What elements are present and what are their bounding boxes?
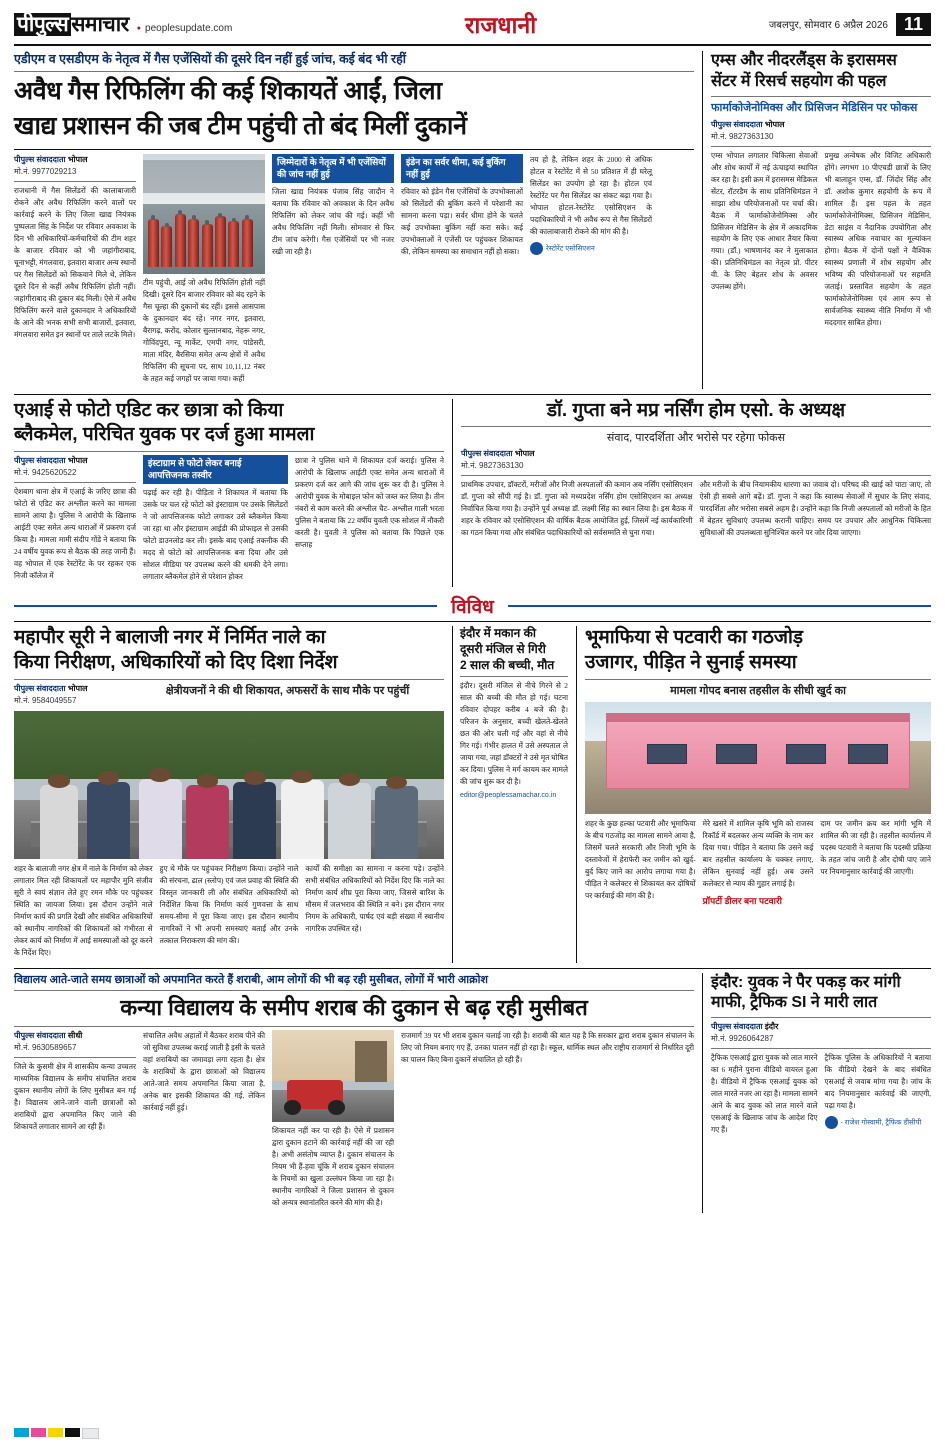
dateline: जबलपुर, सोमवार 6 अप्रैल 2026 bbox=[768, 20, 888, 31]
website-url[interactable]: ● peoplesupdate.com bbox=[137, 23, 233, 34]
officer-avatar-icon bbox=[825, 1116, 838, 1129]
aiims-byline bbox=[711, 119, 931, 143]
school-body-3: शिकायत नहीं कर पा रही है। ऐसे में प्रशासन द्वारा दुकान हटाने की कार्रवाई नहीं की जा रही है। अभी असंतोष व्याप्त है। दुकान संचालन के नियम भी हैं-हवा चूंकि में शराब दुकान संचालन के नियमों का खुला उल्लंघन किया जा रहा है। स्थानीय नागरिकों ने जिला प्रशासन से दुकान को अन्यत्र स्थानांतरित करने की मांग की है। bbox=[272, 1126, 394, 1207]
school-body-2: संचालित अवैध अहातों में बैठकर शराब पीने की जो सुविधा उपलब्ध कराई जाती है इसी के चलते वहां शराबियों का जमावड़ा लगा रहता है। क्षेत्र के शराबियों के द्वारा छात्राओं को विद्यालय आते-जाते समय अपमानित किया जाता है, अनेक बार इसकी शिकायत की गई, लेकिन कार्रवाई नहीं हुई। bbox=[143, 1031, 265, 1112]
aiims-byline-name: पीपुल्स संवाददाता bbox=[711, 119, 763, 129]
gupta-body-2: और मरीजों के बीच नियामकीय धारणा का जवाब दो। परिषद की खाई को पाटा जाए, तो ऐसी ही सबसे आगे बढ़ें। डॉ. गुप्ता ने कहा कि स्वास्थ्य सेवाओं में सुधार के लिए संवाद, पारदर्शिता और भरोसा सबसे अहम है। उन्होंने कहा कि निजी अस्पतालों को मरीजों के हित में बेहतर सुविधाएं उपलब्ध करानी चाहिए। समय पर उपचार और आधुनिक चिकित्सा सुविधाओं की उपलब्धता सुनिश्चित करने पर जोर दिया जाएगा। bbox=[699, 480, 931, 538]
mayor-headline-2: किया निरीक्षण, अधिकारियों को दिए दिशा निर्देश bbox=[14, 652, 338, 674]
mayor-body-3: कार्यों की समीक्षा का सामना न करना पड़े। उन्होंने सभी संबंधित अधिकारियों को निर्देश दिए कि नाले का निर्माण कार्य शीघ्र पूरा किया जाए, जिससे बारिश के मौसम में जलभराव की स्थिति न बने। इस दौरान नगर निगम के अधिकारी, पार्षद एवं बड़ी संख्या में स्थानीय नागरिक उपस्थित रहे। bbox=[305, 863, 445, 933]
masthead-left bbox=[14, 10, 232, 38]
byline-location: भोपाल bbox=[67, 154, 88, 164]
school-byline bbox=[14, 1030, 136, 1054]
indore-headline-1: इंदौर में मकान की bbox=[460, 626, 536, 641]
logo-sub: समाचार bbox=[71, 13, 129, 36]
aiims-subhead: फार्माकोजेनोमिक्स और प्रिसिजन मेडिसिन पर फोकस bbox=[711, 101, 918, 114]
lead-body-5: तय हो है, लेकिन शहर के 2000 से अधिक होटल व रेस्टोरेंट में से 50 प्रतिशत में ही घरेलू सिलेंडर का उपयोग हो रहा है। होटल एवं रेस्टोरेंट पर गैस सिलेंडर का संकट बढ़ा गया है। भोपाल होटल-रेस्टोरेंट एसोसिएशन के पदाधिकारियों ने भी अवैध रूप से गैस सिलेंडरों की कालाबाजारी रोकने की मांग की है। bbox=[530, 154, 652, 236]
ai-body-2: पढ़ाई कर रही है। पीड़िता ने शिकायत में बताया कि उसके पर चल रहे फोटो को इंस्टाग्राम पर उसके सिलेंडरों ने जो आपत्तिजनक फोटो लगाकर उसे ब्लैकमेल किया जा रहा था और इंस्टाग्राम आईडी की प्रोफाइल से उसकी फोटो डाउनलोड कर ली। इसके बाद एआई तकनीक की मदद से फोटो को आपत्तिजनक बना दिया और उसे सोशल मीडिया पर उपलब्ध करने की धमकी देने लगा। लगातार ब्लैकमेल होने से परेशान होकर bbox=[143, 488, 288, 582]
ai-byline-name: पीपुल्स संवाददाता bbox=[14, 456, 66, 466]
gupta-body-1: प्राथमिक उपचार, डॉक्टरों, मरीजों और निजी अस्पतालों की कमान अब नर्सिंग एसोसिएशन डॉ. गुप्ता को सौंपी गई है। डॉ. गुप्ता को मध्यप्रदेश नर्सिंग होम एसोसिएशन का अध्यक्ष निर्वाचित किया गया है। उन्होंने पूर्व अध्यक्ष डॉ. लक्ष्मी सिंह का स्थान लिया है। इस बैठक में शहर के रविवार को एसोसिएशन की वार्षिक बैठक आयोजित हुई, जिसमें नई कार्यकारिणी का गठन किया गया और संबंधित पदाधिकारियों को सर्वसम्मति से चुना गया। bbox=[461, 480, 693, 538]
school-body-1: जिले के कुसमी क्षेत्र में शासकीय कन्या उच्चतर माध्यमिक विद्यालय के समीप संचालित शराब दुकान स्थानीय लोगों के लिए मुसीबत बन गई है। विद्यालय आने-जाने वाली छात्राओं को शराबियों द्वारा अपमानित किए जाने की शिकायतें लगातार सामने आ रही हैं। bbox=[14, 1062, 136, 1131]
publication-logo bbox=[14, 10, 129, 38]
mayor-caption: क्षेत्रीयजनों ने की थी शिकायत, अफसरों के साथ मौके पर पहुंचीं bbox=[165, 684, 410, 697]
school-headline: कन्या विद्यालय के समीप शराब की दुकान से बढ़ रही मुसीबत bbox=[120, 995, 588, 1021]
sub-headline-server: इंडेन का सर्वर धीमा, कई बुकिंग नहीं हुई bbox=[401, 154, 523, 183]
mayor-byline bbox=[14, 683, 124, 707]
si-headline-2: माफी, ट्रैफिक SI ने मारी लात bbox=[711, 994, 878, 1012]
lead-body-3: जिला खाद्य नियंत्रक पंजाब सिंह जादौन ने बताया कि रविवार को अवकाश के दिन अवैध रिफिलिंग को लेकर जांच की गई। कहीं भी अवैध रिफिलिंग नहीं मिली। सोमवार से फिर टीम जांच करेगी। गैस एजेंसियों पर भी नजर रखी जा रही है। bbox=[272, 187, 394, 257]
mayor-headline-1: महापौर सूरी ने बालाजी नगर में निर्मित नाले का bbox=[14, 627, 326, 649]
byline-mobile: मो.नं. 9977029213 bbox=[14, 166, 77, 176]
mayor-story bbox=[14, 626, 444, 962]
si-body-2: ट्रैफिक पुलिस के अधिकारियों ने बताया कि वीडियो देखने के बाद संबंधित एसआई से जवाब मांगा गया है। जांच के बाद नियमानुसार कार्रवाई की जाएगी, पढ़ा गया है। bbox=[824, 1053, 931, 1111]
ai-byline-mobile: मो.नं. 9425620522 bbox=[14, 468, 77, 478]
aiims-body-2: प्रमुख अन्वेषक और विजिट अधिकारी होंगे। लगभग 10 पीएचडी छात्रों के लिए भी बालाहून एम्स, डॉ. जिंदोर सिंह और डॉ. अशोक कुमार सहयोगी के रूप में शामिल हैं। इस पहल के तहत फार्माकोजेनोमिक्स, प्रिसिजन मेडिसिन, डेटा साइंस व नैदानिक उपयोगिता और स्वास्थ्य अधिक नवाचार का मूल्यांकन होगा। बैठक में दोनों पक्षों ने वैश्विक स्वास्थ्य प्रणाली में शोध सहयोग और भविष्य की परियोजनाओं पर सहमति जताई। प्रस्तावित सहयोग के तहत फार्माकोजेनोमिक्स एवं आम रूप से सार्वजनिक स्वास्थ्य नीति निर्माण में भी मददगार साबित होगा। bbox=[824, 150, 931, 328]
second-band bbox=[14, 399, 931, 588]
school-kicker: विद्यालय आते-जाते समय छात्राओं को अपमानित करते हैं शराबी, आम लोगों की भी बढ़ रही मुसीबत, लोगों में भारी आक्रोश bbox=[14, 973, 488, 986]
mayor-body-1: शहर के बालाजी नगर क्षेत्र में नाले के निर्माण को लेकर लगातार मिल रही शिकायतों पर महापौर मुनि संजीव सूरी ने स्वयं संज्ञान लेते हुए रमन मौके पर पहुंचकर स्थिति का जायजा लिया। इस दौरान उन्होंने नाले निर्माण कार्य की प्रगति देखी और संबंधित अधिकारियों को स्थानीय नागरिकों की शिकायतों को गंभीरता से लेकर कार्य को निर्माण में आई समस्याओं को दूर करने के निर्देश दिए। bbox=[14, 863, 153, 957]
liquor-shop-photo bbox=[272, 1030, 394, 1122]
school-body-4: राजमार्ग 39 पर भी शराब दुकान चलाई जा रही है। शराबी की बात यह है कि सरकार द्वारा शराब दुकान संचालन के लिए जो नियम बनाए गए हैं, उनका पालन नहीं हो रहा है। स्कूल, धार्मिक स्थल और राष्ट्रीय राजमार्ग से निर्धारित दूरी का पालन किए बिना दुकानें संचालित हो रही हैं। bbox=[401, 1031, 694, 1065]
lead-columns bbox=[14, 154, 694, 389]
ai-columns bbox=[14, 455, 444, 587]
aiims-body-1: एम्स भोपाल लगातार चिकित्सा सेवाओं और शोध कार्यों में नई ऊंचाइयां स्थापित कर रहा है। इसी क्रम में इरासमस मेडिकल सेंटर, रॉटरडैम के साथ प्रतिनिधिमंडल ने साझा शोध परियोजनाओं पर चर्चा की। बैठक में फार्माकोजेनोमिक्स और प्रिसिजन मेडिसिन के क्षेत्र में अकादमिक सहयोग के लिए एक आधार तैयार किया गया। (डॉ.) भाषणानंद कर ने मुलाकात की। प्रतिनिधिमंडल का नेतृत्व प्रो. पीटर वी. के लिए बेहतर शोध के अवसर उपलब्ध होंगे। bbox=[711, 150, 818, 292]
bhumafia-body-3: दाम पर जमीन क्रय कर मांगी भूमि में शामिल की जा रही है। तहसील कार्यालय में पदस्थ पटवारी ने बताया कि पदस्थी प्रक्रिया के तहत जांच जारी है और दोषी पाए जाने पर नियमानुसार कार्रवाई की जाएगी। bbox=[820, 818, 932, 876]
page-number: 11 bbox=[896, 13, 931, 36]
lead-col-2 bbox=[143, 154, 265, 389]
school-columns bbox=[14, 1030, 694, 1213]
ai-blackmail-story bbox=[14, 399, 444, 588]
sub-headline-inspection: जिम्मेदारों के नेतृत्व में भी एजेंसियों की जांच नहीं हुई bbox=[272, 154, 394, 183]
si-byline-location: इंदौर bbox=[764, 1022, 779, 1032]
bhumafia-subhead: मामला गोपद बनास तहसील के सीधी खुर्द का bbox=[670, 684, 846, 697]
ai-byline bbox=[14, 455, 136, 479]
si-headline-1: इंदौर: युवक ने पैर पकड़ कर मांगी bbox=[711, 973, 901, 991]
aiims-headline-2: सेंटर में रिसर्च सहयोग की पहल bbox=[711, 72, 887, 90]
lead-body-1: राजधानी में गैस सिलेंडरों की कालाबाजारी रोकने और अवैध रिफिलिंग करने वालों पर कार्रवाई करने के लिए जिला खाद्य नियंत्रक पुष्पलता सिंह के निर्देश पर रविवार अवकाश के दिन भी अधिकारियों-कर्मचारियों की टीम शहर के बाजार रविवार को भी जहांगीराबाद, चूनाभट्टी, मंगलवारा, इतवारा बाजार अन्य स्थानों पर गैस सिलेंडरों को सिकवाने मिले थे, लेकिन दूसरे दिन से कहीं अवैध रिफिलिंग होती नहीं। जहांगीराबाद की दुकान बंद मिली। ऐसे में अवैध रिफिलिंग करने वाले दुकानदार ने अधिकारियों के आने की भनक सभी सभी बाजारों, इतवारा, मंगलवारा समेत इन स्थानों पर ताले लटके मिले। bbox=[14, 185, 136, 339]
lead-headline-1: अवैध गैस रिफिलिंग की कई शिकायतें आईं, जिला bbox=[14, 76, 442, 105]
bhumafia-body-1: शहर के कुछ हल्का पटवारी और भूमाफिया के बीच गठजोड़ का मामला सामने आया है, जिसमें चलते सरकारी और निजी भूमि के दस्तावेजों में हेराफेरी कर जमीन को खुर्द-बुर्द किए जाने का आरोप लगाया गया है। पीड़ित ने कलेक्टर से शिकायत कर दोषियों पर कार्रवाई की मांग की है। bbox=[585, 818, 696, 900]
section-title: राजधानी bbox=[464, 12, 537, 38]
school-byline-location: सीधी bbox=[67, 1031, 83, 1041]
bhumafia-headline-2: उजागर, पीड़ित ने सुनाई समस्या bbox=[585, 652, 797, 674]
patwari-office-photo bbox=[585, 702, 931, 814]
lead-credit: रेस्टोरेंट एसोसिएशन bbox=[530, 242, 652, 255]
lead-section bbox=[14, 51, 931, 389]
bottom-band bbox=[14, 973, 931, 1213]
mayor-byline-mobile: मो.नं. 9584049557 bbox=[14, 695, 77, 705]
si-byline-name: पीपुल्स संवाददाता bbox=[711, 1022, 763, 1032]
mayor-body-2: हुए थे मौके पर पहुंचकर निरीक्षण किया। उन्होंने नाले की संरचना, ढाल (स्लोप) एवं जल प्रवाह की स्थिति की विस्तृत जानकारी ली और संबंधित अधिकारियों को निर्देशित किया कि निर्माण कार्य गुणवत्ता के साथ समय-सीमा में पूरा किया जाए। इस दौरान स्थानीय नागरिकों ने भी अपनी समस्याएं बताईं और उनके तत्काल निराकरण की मांग की। bbox=[159, 863, 299, 945]
mayor-columns bbox=[14, 863, 444, 963]
lead-body-2: टीम पहुंची, आई जो अवैध रिफिलिंग होती नहीं दिखी। दूसरे दिन बाजार रविवार को बंद रहने के गैस चूल्हा की दुकानों बंद रहीं। इससे आसपास के दुकानदार बंद रहे। नगर नगर, इतवारा, बैरागढ़, करोंद, कोलार सुल्तानबाद, नेहरू नगर, गोविंदपुरा, न्यू मार्केट, एमपी नगर, पांडेसरी, माता मंदिर, बैरसिया समेत अन्य क्षेत्रों में अवैध रिफिलिंग की सूचना पर, साथ 10,11,12 नंबर के तहत कई जगहों पर जाया गया। कहीं bbox=[143, 277, 265, 383]
bhumafia-body-2: मेरे खसरे में शामिल कृषि भूमि को राजस्व रिकॉर्ड में बदलकर अन्य व्यक्ति के नाम कर दिया गया। पीड़ित ने बताया कि उसने कई बार तहसील कार्यालय के चक्कर लगाए, लेकिन सुनवाई नहीं हुई। अब उसने कलेक्टर से न्याय की गुहार लगाई है। bbox=[702, 818, 814, 888]
ai-body-3: छात्रा ने पुलिस थाने में शिकायत दर्ज कराई। पुलिस ने आरोपी के खिलाफ आईटी एक्ट समेत अन्य धाराओं में प्रकरण दर्ज कर आगे की जांच शुरू कर दी है। पुलिस ने आरोपी युवक के मोबाइल फोन को जब्त कर लिया है। तीन नंबरों से काम करने की अश्लील चैट- अश्लील गाली भरता पुलिस ने बताया कि 22 वर्षीय युवती एक सोशल में नौकरी करती है। युवती ने पुलिस को बताया कि पिछले एक सप्ताह bbox=[295, 456, 444, 549]
gupta-byline-mobile: मो.नं. 9827363130 bbox=[461, 461, 524, 471]
mayor-inspection-photo bbox=[14, 711, 444, 859]
lead-col-1 bbox=[14, 154, 136, 389]
lead-right bbox=[702, 51, 931, 389]
si-columns bbox=[711, 1052, 931, 1140]
byline-block bbox=[14, 154, 136, 178]
gupta-byline bbox=[461, 448, 931, 472]
indore-headline-2: दूसरी मंजिल से गिरी bbox=[460, 641, 546, 656]
lead-col-3 bbox=[272, 154, 394, 389]
lead-left bbox=[14, 51, 694, 389]
si-byline bbox=[711, 1021, 931, 1045]
aiims-byline-mobile: मो.नं. 9827363130 bbox=[711, 131, 774, 141]
ai-byline-location: भोपाल bbox=[67, 456, 88, 466]
school-byline-mobile: मो.नं. 9630589657 bbox=[14, 1043, 77, 1053]
gupta-byline-name: पीपुल्स संवाददाता bbox=[461, 449, 513, 459]
masthead bbox=[14, 8, 931, 46]
lead-col-5 bbox=[530, 154, 652, 389]
bhumafia-columns bbox=[585, 818, 931, 907]
bhumafia-sub-headline: प्रॉपर्टी डीलर बना पटवारी bbox=[702, 895, 782, 906]
lead-kicker: एडीएम व एसडीएम के नेतृत्व में गैस एजेंसियों की दूसरे दिन नहीं हुई जांच, कई बंद भी रहीं bbox=[14, 52, 407, 66]
ai-body-1: ऐशबाग थाना क्षेत्र में एआई के जरिए छात्रा की फोटो से एडिट कर अश्लील करने का मामला सामने आया है। पुलिस ने आरोपी के खिलाफ आईटी एक्ट समेत अन्य धाराओं में प्रकरण दर्ज किया है। मामला मामी संदीप गोंडे ने बताया कि 24 वर्षीय युवक रूप से बैठक की तरह जानी हैं। वह भोपाल में एक रेस्टोरेंट के पर रहकर एक निजी कॉलेज में bbox=[14, 487, 136, 580]
ai-headline-1: एआई से फोटो एडिट कर छात्रा को किया bbox=[14, 399, 284, 421]
logo-main: पीपुल्स bbox=[14, 13, 71, 36]
aiims-byline-location: भोपाल bbox=[764, 119, 785, 129]
reporter-avatar-icon bbox=[530, 242, 543, 255]
mayor-byline-name: पीपुल्स संवाददाता bbox=[14, 683, 66, 693]
si-byline-mobile: मो.नं. 9926064287 bbox=[711, 1034, 774, 1044]
gupta-byline-location: भोपाल bbox=[514, 449, 535, 459]
section-band-vividh bbox=[14, 593, 931, 619]
gupta-headline: डॉ. गुप्ता बने मप्र नर्सिंग होम एसो. के अध्यक्ष bbox=[546, 399, 846, 421]
school-byline-name: पीपुल्स संवाददाता bbox=[14, 1031, 66, 1041]
lead-col-4 bbox=[401, 154, 523, 389]
masthead-right bbox=[769, 13, 931, 36]
si-credit-text: - राजेश गोस्वामी, ट्रैफिक डीसीपी bbox=[840, 1119, 922, 1127]
si-credit bbox=[825, 1116, 932, 1129]
ai-sub-headline: इंस्टाग्राम से फोटो लेकर बनाई आपत्तिजनक तस्वीर bbox=[143, 455, 288, 484]
indore-body: इंदौर। दूसरी मंजिल से नीचे गिरने से 2 साल की बच्ची की मौत हो गई। घटना रविवार दोपहर करीब 4 बजे की है। परिजन के अनुसार, बच्ची खेलते-खेलते छत की ओर चली गई और वहां से नीचे गिर गई। गंभीर हालत में उसे अस्पताल ले जाया गया, जहां डॉक्टरों ने उसे मृत घोषित कर दिया। पुलिस ने मर्ग कायम कर मामले की जांच शुरू कर दी है। bbox=[460, 681, 568, 787]
editor-email[interactable]: editor@peoplessamachar.co.in bbox=[460, 792, 557, 799]
lead-body-4: रविवार को इंडेन गैस एजेंसियों के उपभोक्ताओं को सिलेंडरों की बुकिंग करने में परेशानी का सामना करना पड़ा। सर्वर धीमा होने के चलते कई उपभोक्ता बुकिंग नहीं करा सके। कई उपभोक्ताओं ने एजेंसी पर पहुंचकर शिकायत की, लेकिन समस्या का समाधान नहीं हो सका। bbox=[401, 187, 523, 257]
ai-headline-2: ब्लैकमेल, परिचित युवक पर दर्ज हुआ मामला bbox=[14, 424, 315, 446]
lead-headline-2: खाद्य प्रशासन की जब टीम पहुंची तो बंद मिलीं दुकानें bbox=[14, 112, 467, 141]
section-band-title: विविध bbox=[451, 597, 494, 619]
aiims-columns bbox=[711, 150, 931, 334]
school-liquor-story bbox=[14, 973, 694, 1213]
gupta-columns bbox=[461, 479, 931, 543]
third-band bbox=[14, 626, 931, 962]
aiims-headline-1: एम्स और नीदरलैंड्स के इरासमस bbox=[711, 52, 897, 69]
bhumafia-story bbox=[576, 626, 931, 962]
gas-cylinders-photo bbox=[143, 154, 265, 274]
color-registration-bar bbox=[14, 1428, 99, 1439]
byline-name: पीपुल्स संवाददाता bbox=[14, 154, 66, 164]
si-body-1: ट्रैफिक एसआई द्वारा युवक को लात मारने का 6 महीने पुराना वीडियो वायरल हुआ है। वीडियो में ट्रैफिक एसआई युवक को लात मारते नजर आ रहा है। मामला सामने आने के बाद युवक को लात मारने वाले एसआई के खिलाफ जांच के आदेश दिए गए हैं। bbox=[711, 1053, 818, 1135]
gupta-story bbox=[452, 399, 931, 588]
indore-fall-story bbox=[452, 626, 568, 962]
bhumafia-headline-1: भूमाफिया से पटवारी का गठजोड़ bbox=[585, 627, 804, 649]
indore-headline-3: 2 साल की बच्ची, मौत bbox=[460, 657, 555, 672]
mayor-byline-location: भोपाल bbox=[67, 683, 88, 693]
si-kick-story bbox=[702, 973, 931, 1213]
gupta-subhead: संवाद, पारदर्शिता और भरोसे पर रहेगा फोकस bbox=[606, 432, 786, 445]
